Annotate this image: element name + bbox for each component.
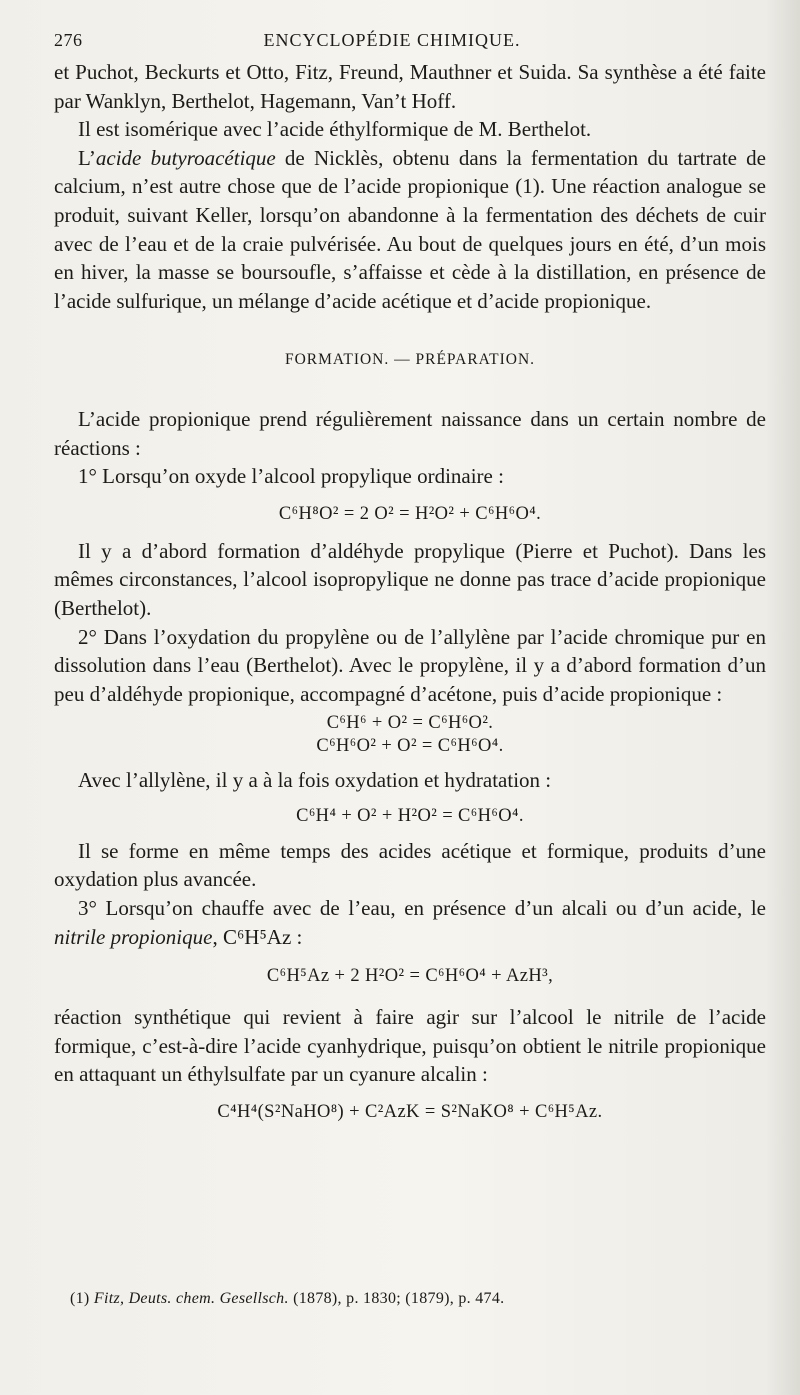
paragraph-4: L’acide propionique prend régulièrement naissance dans un certain nombre de réactions :	[54, 406, 766, 460]
formula-2a: C⁶H⁶ + O² = C⁶H⁶O².	[326, 713, 494, 734]
paragraph-3-italic: acide butyroacétique	[95, 145, 276, 170]
formula-2b: C⁶H⁶O² + O² = C⁶H⁶O⁴.	[316, 736, 504, 757]
paragraph-6: Il y a d’abord formation d’aldéhyde propylique (Pierre et Puchot). Dans les mêmes circonstances, l’alcool isopropylique ne donne pas trace d’acide propionique (Berthelot).	[54, 538, 766, 620]
footnote	[70, 1290, 504, 1308]
footnote-journal: Deuts. chem. Gesellsch.	[128, 1290, 289, 1307]
formula-2	[54, 712, 766, 758]
paragraph-10	[54, 894, 766, 951]
paragraph-9: Il se forme en même temps des acides acétique et formique, produits d’une oxydation plus avancée.	[54, 838, 766, 892]
paragraph-3-prefix: L’	[78, 145, 96, 170]
formula-5: C⁴H⁴(S²NaHO⁸) + C²AzK = S²NaKO⁸ + C⁶H⁵Az.	[217, 1102, 603, 1123]
section-title: FORMATION. — PRÉPARATION.	[284, 351, 536, 369]
page-body	[54, 58, 766, 1137]
paragraph-3	[54, 144, 766, 316]
paragraph-1: et Puchot, Beckurts et Otto, Fitz, Freund, Mauthner et Suida. Sa synthèse a été faite par Wanklyn, Berthelot, Hagemann, Van’t Hoff.	[54, 60, 766, 113]
running-title: ENCYCLOPÉDIE CHIMIQUE.	[263, 30, 521, 50]
paragraph-7: 2° Dans l’oxydation du propylène ou de l’allylène par l’acide chromique pur en dissolution dans l’eau (Berthelot). Avec le propylène, il y a d’abord formation d’un peu d’aldéhyde propionique, accompagné d’acétone, puis d’acide propionique :	[54, 624, 766, 706]
formula-3: C⁶H⁴ + O² + H²O² = C⁶H⁶O⁴.	[296, 805, 524, 826]
paragraph-3-text: de Nicklès, obtenu dans la fermentation du tartrate de calcium, n’est autre chose que de l’acide propionique (1). Une réaction analogue se produit, suivant Keller, lorsqu’on abandonne à la fermentation des déchets de cuir avec de l’eau et de la craie pulvérisée. Au bout de quelques jours en été, d’un mois en hiver, la masse se boursoufle, s’affaisse et cède à la distillation, en présence de l’acide sulfurique, un mélange d’acide acétique et d’acide propionique.	[54, 145, 766, 313]
paragraph-10-text: , C⁶H⁵Az :	[212, 924, 303, 949]
paragraph-8: Avec l’allylène, il y a à la fois oxydation et hydratation :	[78, 768, 552, 793]
paragraph-10-prefix: 3° Lorsqu’on chauffe avec de l’eau, en présence d’un alcali ou d’un acide, le	[78, 896, 766, 921]
paragraph-2: Il est isomérique avec l’acide éthylformique de M. Berthelot.	[78, 117, 592, 142]
formula-4: C⁶H⁵Az + 2 H²O² = C⁶H⁶O⁴ + AzH³,	[266, 966, 554, 987]
page-edge-shadow	[766, 0, 800, 1395]
paragraph-5: 1° Lorsqu’on oxyde l’alcool propylique ordinaire :	[78, 464, 504, 489]
page-number: 276	[54, 30, 83, 50]
running-header	[54, 24, 730, 54]
footnote-reference: (1878), p. 1830; (1879), p. 474.	[293, 1290, 505, 1307]
footnote-marker: (1)	[70, 1290, 90, 1307]
footnote-author: Fitz,	[93, 1290, 125, 1307]
formula-1: C⁶H⁸O² = 2 O² = H²O² + C⁶H⁶O⁴.	[278, 503, 542, 524]
paragraph-10-italic: nitrile propionique	[54, 924, 213, 949]
paragraph-11: réaction synthétique qui revient à faire agir sur l’alcool le nitrile de l’acide formique, c’est-à-dire l’acide cyanhydrique, puisqu’on obtient le nitrile propionique en attaquant un éthylsulfate par un cyanure alcalin :	[54, 1005, 766, 1087]
